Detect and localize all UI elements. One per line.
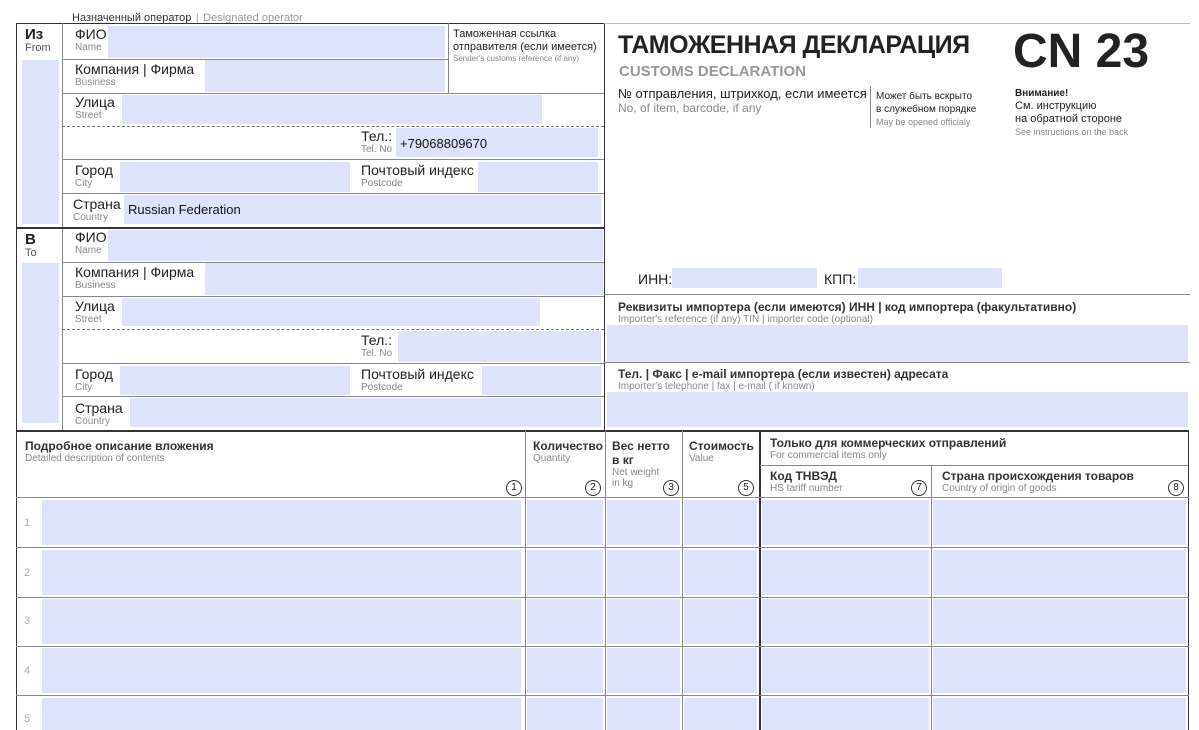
desc-cell[interactable] xyxy=(42,599,521,644)
kpp-field[interactable] xyxy=(858,268,1002,288)
inn-field[interactable] xyxy=(672,268,817,288)
qty-cell[interactable] xyxy=(527,648,603,693)
weight-cell[interactable] xyxy=(607,698,680,730)
row-number: 4 xyxy=(24,665,31,677)
origin-cell[interactable] xyxy=(933,550,1186,595)
origin-cell[interactable] xyxy=(933,599,1186,644)
value-cell[interactable] xyxy=(684,698,757,730)
weight-cell[interactable] xyxy=(607,648,680,693)
from-side-bar xyxy=(22,60,59,224)
to-tel-field[interactable] xyxy=(398,331,601,362)
col-number-2: 2 xyxy=(585,480,601,496)
hs-cell[interactable] xyxy=(762,550,929,595)
col-number-8: 8 xyxy=(1168,480,1184,496)
customs-ref-label: Таможенная ссылка отправителя (если имеется) Sender's customs reference (if any) xyxy=(453,28,597,63)
to-side-bar xyxy=(22,263,59,423)
origin-cell[interactable] xyxy=(933,500,1186,545)
value-cell[interactable] xyxy=(684,648,757,693)
importer-contact-field[interactable] xyxy=(607,392,1188,427)
origin-cell[interactable] xyxy=(933,648,1186,693)
cn23-code: CN 23 xyxy=(1013,25,1150,78)
origin-header: Страна происхождения товаров xyxy=(942,469,1134,483)
col-number-7: 7 xyxy=(911,480,927,496)
weight-cell[interactable] xyxy=(607,500,680,545)
declaration-title: ТАМОЖЕННАЯ ДЕКЛАРАЦИЯ xyxy=(618,31,970,59)
to-name-label: ФИО xyxy=(75,229,107,245)
hs-cell[interactable] xyxy=(762,599,929,644)
importer-ref-label: Реквизиты импортера (если имеются) ИНН | код импортера (факультативно) xyxy=(618,300,1077,314)
from-label-en: From xyxy=(25,42,51,54)
from-city-field[interactable] xyxy=(120,162,350,192)
from-tel-label: Тел.: xyxy=(361,128,393,144)
from-city-label: Город xyxy=(75,162,113,178)
row-number: 5 xyxy=(24,713,31,725)
commercial-header: Только для коммерческих отправлений xyxy=(770,436,1007,450)
to-business-field[interactable] xyxy=(205,263,603,295)
qty-cell[interactable] xyxy=(527,500,603,545)
to-tel-label: Тел.: xyxy=(361,332,393,348)
inn-label: ИНН: xyxy=(638,271,673,287)
importer-ref-field[interactable] xyxy=(607,325,1188,362)
qty-cell[interactable] xyxy=(527,698,603,730)
qty-header: Количество xyxy=(533,439,603,453)
col-number-1: 1 xyxy=(506,480,522,496)
to-street-label: Улица xyxy=(75,298,115,314)
row-number: 1 xyxy=(24,517,31,529)
col-number-3: 3 xyxy=(663,480,679,496)
from-label: Из xyxy=(25,26,44,43)
desc-cell[interactable] xyxy=(42,648,521,693)
importer-contact-label: Тел. | Факс | e-mail импортера (если известен) адресата xyxy=(618,367,949,381)
hs-cell[interactable] xyxy=(762,500,929,545)
to-city-field[interactable] xyxy=(120,366,350,395)
to-label: В xyxy=(25,231,36,248)
weight-header: Вес нетто xyxy=(612,439,670,453)
designated-operator-label: Назначенный оператор | Designated operator xyxy=(72,12,303,24)
from-postcode-field[interactable] xyxy=(478,162,598,192)
hs-cell[interactable] xyxy=(762,648,929,693)
from-business-label: Компания | Фирма xyxy=(75,61,195,77)
to-label-en: To xyxy=(25,247,37,259)
hs-header: Код ТНВЭД xyxy=(770,469,837,483)
to-city-label: Город xyxy=(75,366,113,382)
qty-cell[interactable] xyxy=(527,550,603,595)
from-postcode-label: Почтовый индекс xyxy=(361,162,474,178)
kpp-label: КПП: xyxy=(824,271,857,287)
from-street-field[interactable] xyxy=(122,95,542,124)
from-country-value: Russian Federation xyxy=(128,202,241,217)
value-header: Стоимость xyxy=(689,439,754,453)
to-postcode-label: Почтовый индекс xyxy=(361,366,474,382)
desc-cell[interactable] xyxy=(42,550,521,595)
from-name-label: ФИО xyxy=(75,26,107,42)
from-name-field[interactable] xyxy=(108,26,445,58)
origin-cell[interactable] xyxy=(933,698,1186,730)
desc-header: Подробное описание вложения xyxy=(25,439,214,453)
desc-cell[interactable] xyxy=(42,698,521,730)
row-number: 3 xyxy=(24,615,31,627)
hs-cell[interactable] xyxy=(762,698,929,730)
value-cell[interactable] xyxy=(684,500,757,545)
to-street-field[interactable] xyxy=(122,298,540,326)
to-name-field[interactable] xyxy=(108,230,603,261)
value-cell[interactable] xyxy=(684,550,757,595)
col-number-5: 5 xyxy=(738,480,754,496)
value-cell[interactable] xyxy=(684,599,757,644)
from-tel-value: +79068809670 xyxy=(400,136,488,151)
to-country-label: Страна xyxy=(75,400,123,416)
desc-cell[interactable] xyxy=(42,500,521,545)
to-postcode-field[interactable] xyxy=(482,366,601,395)
opened-officially-label: Может быть вскрыто в служебном порядке May be opened officialy xyxy=(876,91,977,127)
to-country-field[interactable] xyxy=(130,398,601,427)
item-no-label: № отправления, штрихкод, если имеется xyxy=(618,86,867,101)
from-street-label: Улица xyxy=(75,94,115,110)
weight-cell[interactable] xyxy=(607,550,680,595)
row-number: 2 xyxy=(24,567,31,579)
from-country-label: Страна xyxy=(73,196,121,212)
declaration-title-en: CUSTOMS DECLARATION xyxy=(619,63,806,80)
qty-cell[interactable] xyxy=(527,599,603,644)
from-business-field[interactable] xyxy=(205,60,445,92)
to-business-label: Компания | Фирма xyxy=(75,264,195,280)
attention-note: Внимание! См. инструкцию на обратной стороне See instructions on the back xyxy=(1015,88,1129,137)
weight-cell[interactable] xyxy=(607,599,680,644)
